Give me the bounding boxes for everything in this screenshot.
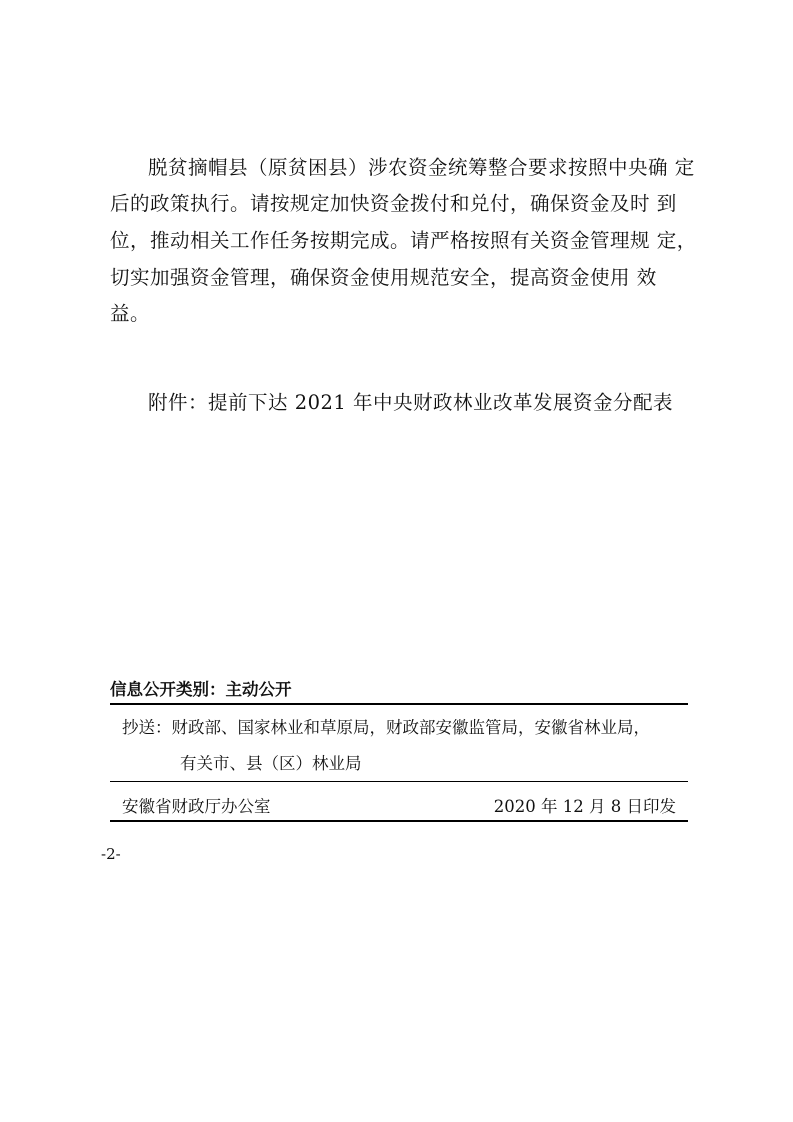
divider-middle [110, 781, 688, 782]
cc-line-1: 抄送：财政部、国家林业和草原局，财政部安徽监管局，安徽省林业局， [122, 718, 650, 737]
body-line-3: 位，推动相关工作任务按期完成。请严格按照有关资金管理规 定， [110, 229, 697, 252]
body-line-5: 益。 [110, 302, 151, 325]
divider-top [110, 703, 688, 705]
attachment-line: 附件：提前下达 2021 年中央财政林业改革发展资金分配表 [148, 391, 674, 414]
cc-line-2: 有关市、县（区）林业局 [180, 754, 362, 773]
body-line-1: 脱贫摘帽县（原贫困县）涉农资金统筹整合要求按照中央确 定 [148, 156, 695, 179]
issue-date: 2020 年 12 月 8 日印发 [493, 797, 676, 816]
body-line-4: 切实加强资金管理，确保资金使用规范安全，提高资金使用 效 [110, 266, 657, 289]
disclosure-category: 信息公开类别：主动公开 [110, 680, 292, 699]
issuer-office: 安徽省财政厅办公室 [122, 797, 271, 816]
body-line-2: 后的政策执行。请按规定加快资金拨付和兑付，确保资金及时 到 [110, 192, 677, 215]
divider-bottom [110, 820, 688, 822]
page-number: -2- [101, 845, 121, 863]
